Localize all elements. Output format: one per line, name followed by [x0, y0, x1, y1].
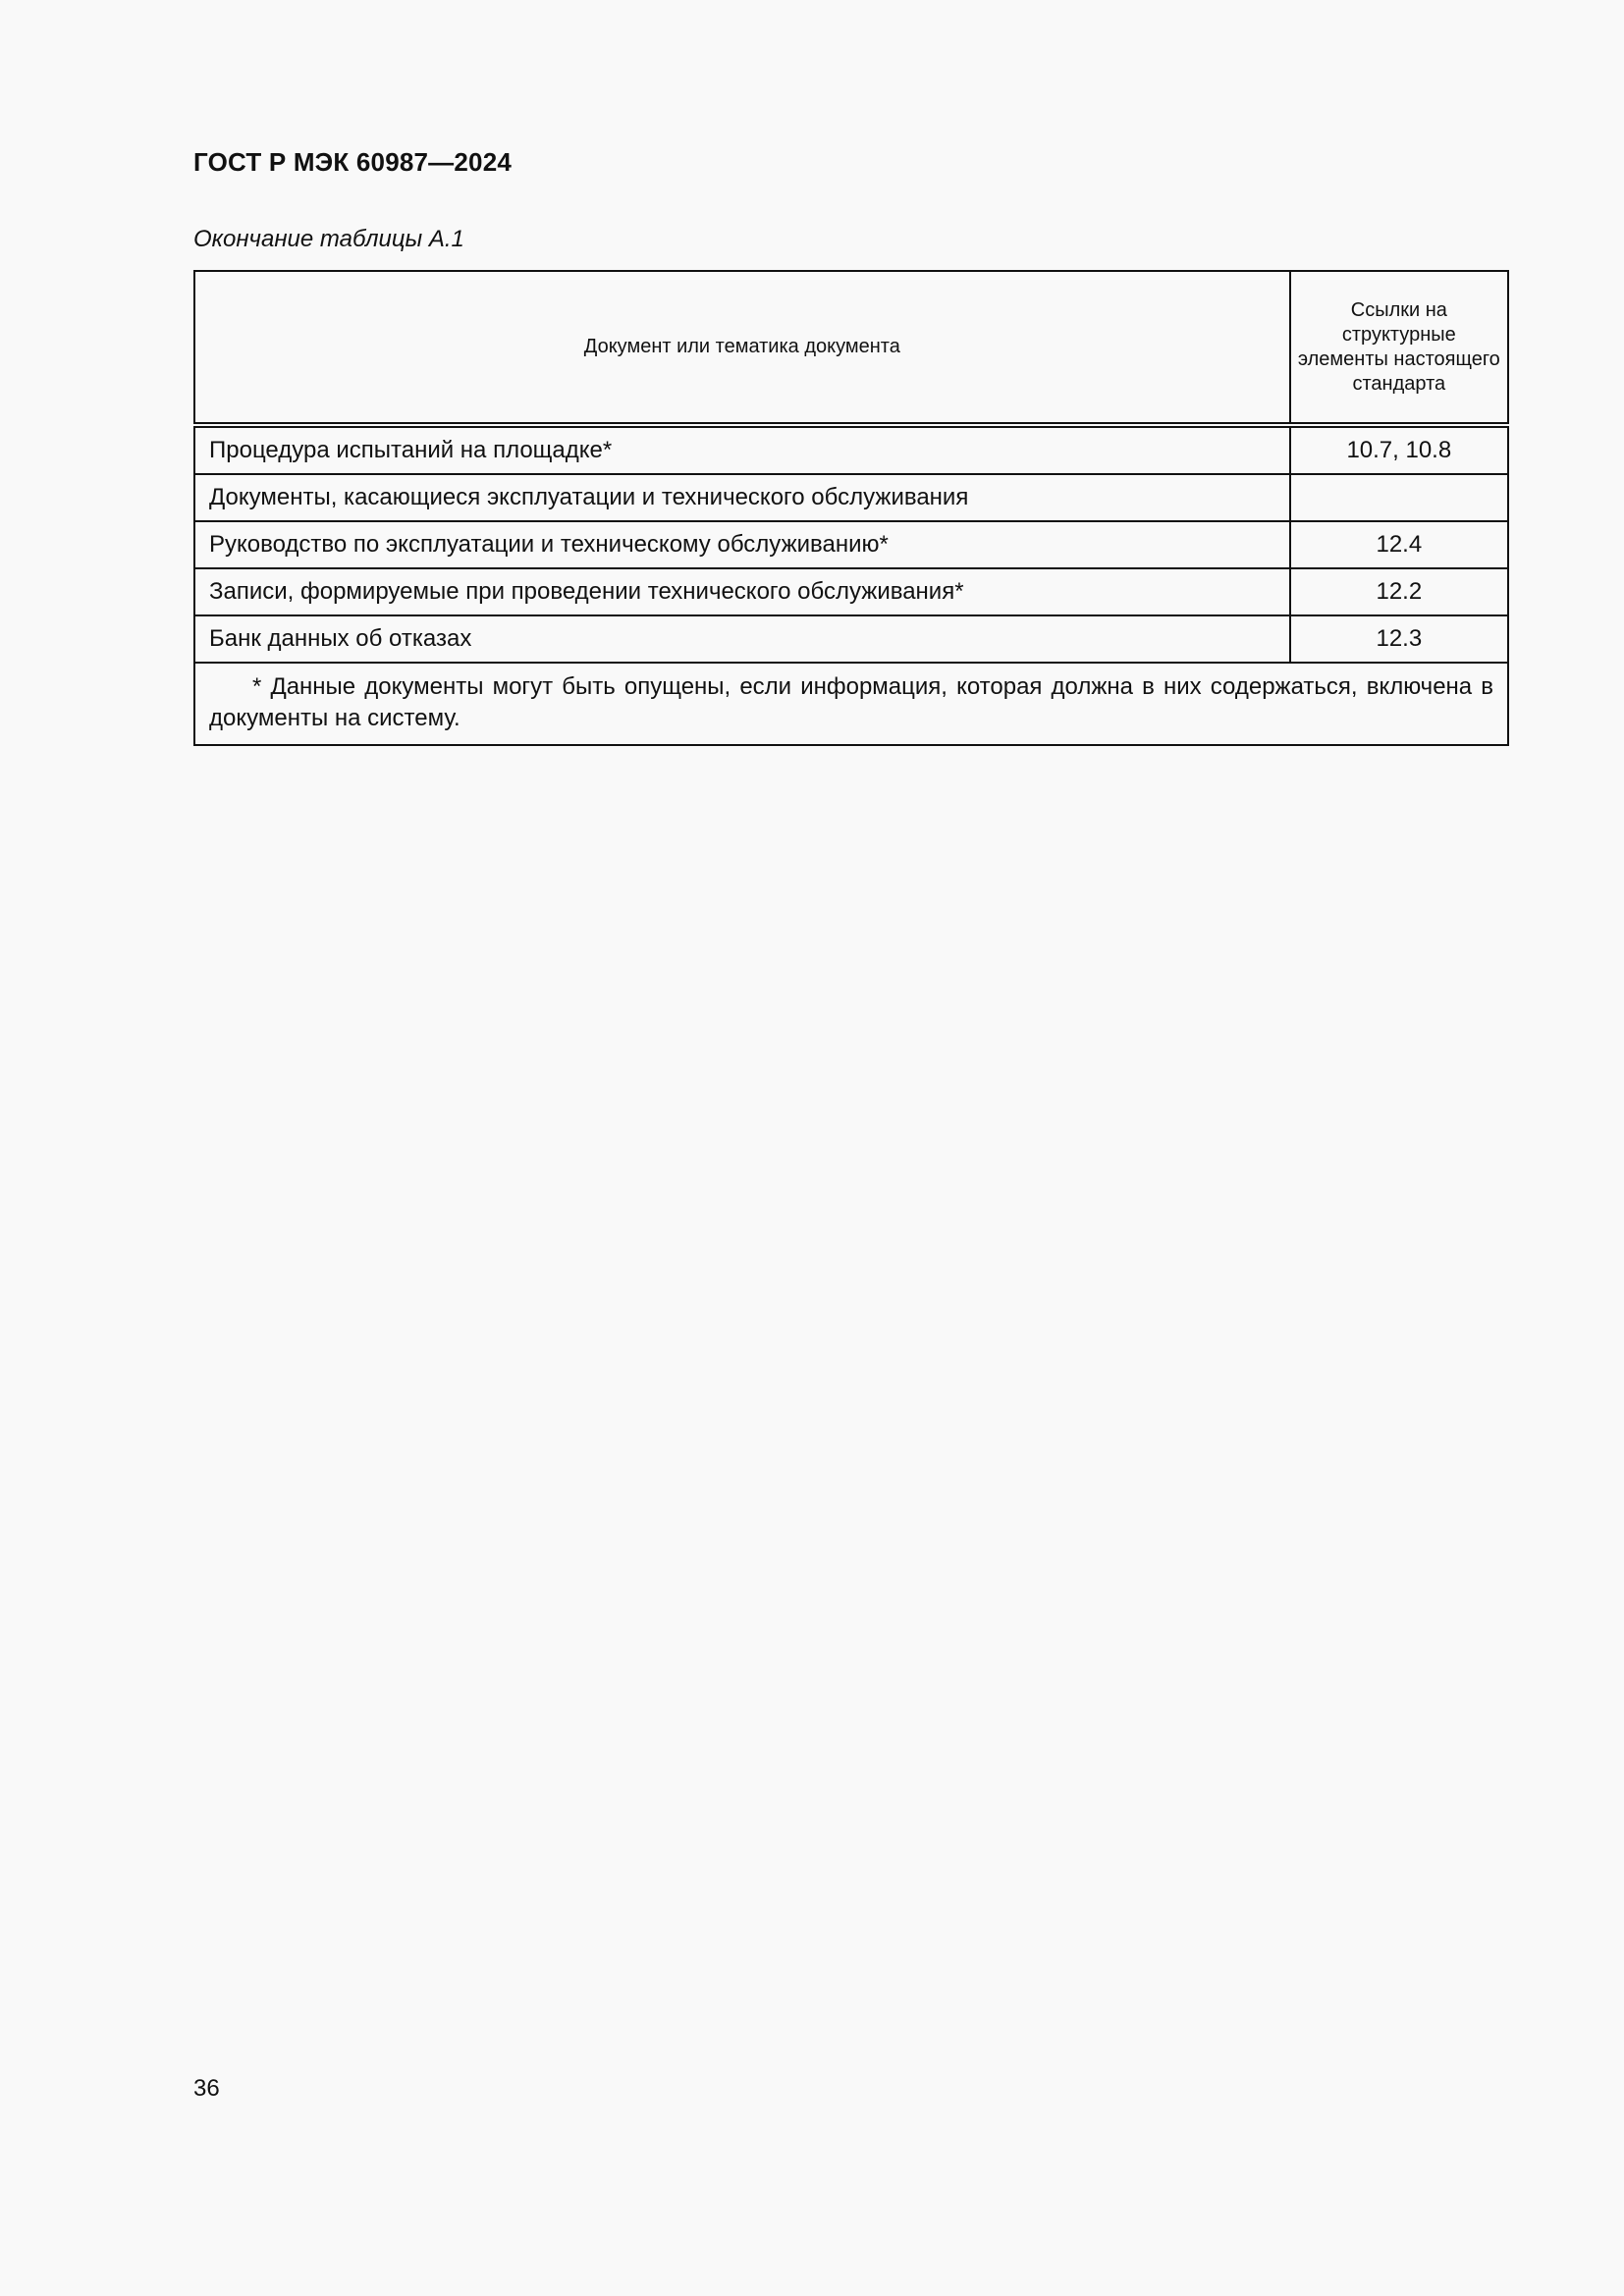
- reference-cell: [1290, 474, 1508, 521]
- reference-cell: 12.4: [1290, 521, 1508, 568]
- page-number: 36: [193, 2075, 220, 2102]
- table-row: [194, 425, 1508, 474]
- table-footnote-row: [194, 663, 1508, 745]
- table-footnote-cell: [194, 663, 1508, 745]
- reference-cell: 12.2: [1290, 568, 1508, 615]
- reference-cell: 10.7, 10.8: [1290, 425, 1508, 474]
- table-row: [194, 521, 1508, 568]
- document-cell: Документы, касающиеся эксплуатации и технического обслуживания: [194, 474, 1290, 521]
- document-cell: Записи, формируемые при проведении технического обслуживания*: [194, 568, 1290, 615]
- table-footnote: * Данные документы могут быть опущены, если информация, которая должна в них содержаться, включена в документы на систему.: [209, 673, 1493, 731]
- document-header-title: ГОСТ Р МЭК 60987—2024: [193, 147, 513, 177]
- table-row: [194, 615, 1508, 663]
- table-caption: Окончание таблицы А.1: [193, 226, 464, 252]
- column-header-document: Документ или тематика документа: [194, 271, 1290, 425]
- column-header-references: Ссылки на структурные элементы настоящего стандарта: [1290, 271, 1508, 425]
- table-header-row: [194, 271, 1508, 425]
- document-cell: Банк данных об отказах: [194, 615, 1290, 663]
- table-row: [194, 568, 1508, 615]
- reference-cell: 12.3: [1290, 615, 1508, 663]
- documents-table: [193, 270, 1509, 746]
- document-cell: Руководство по эксплуатации и техническому обслуживанию*: [194, 521, 1290, 568]
- document-cell: Процедура испытаний на площадке*: [194, 425, 1290, 474]
- table-row: [194, 474, 1508, 521]
